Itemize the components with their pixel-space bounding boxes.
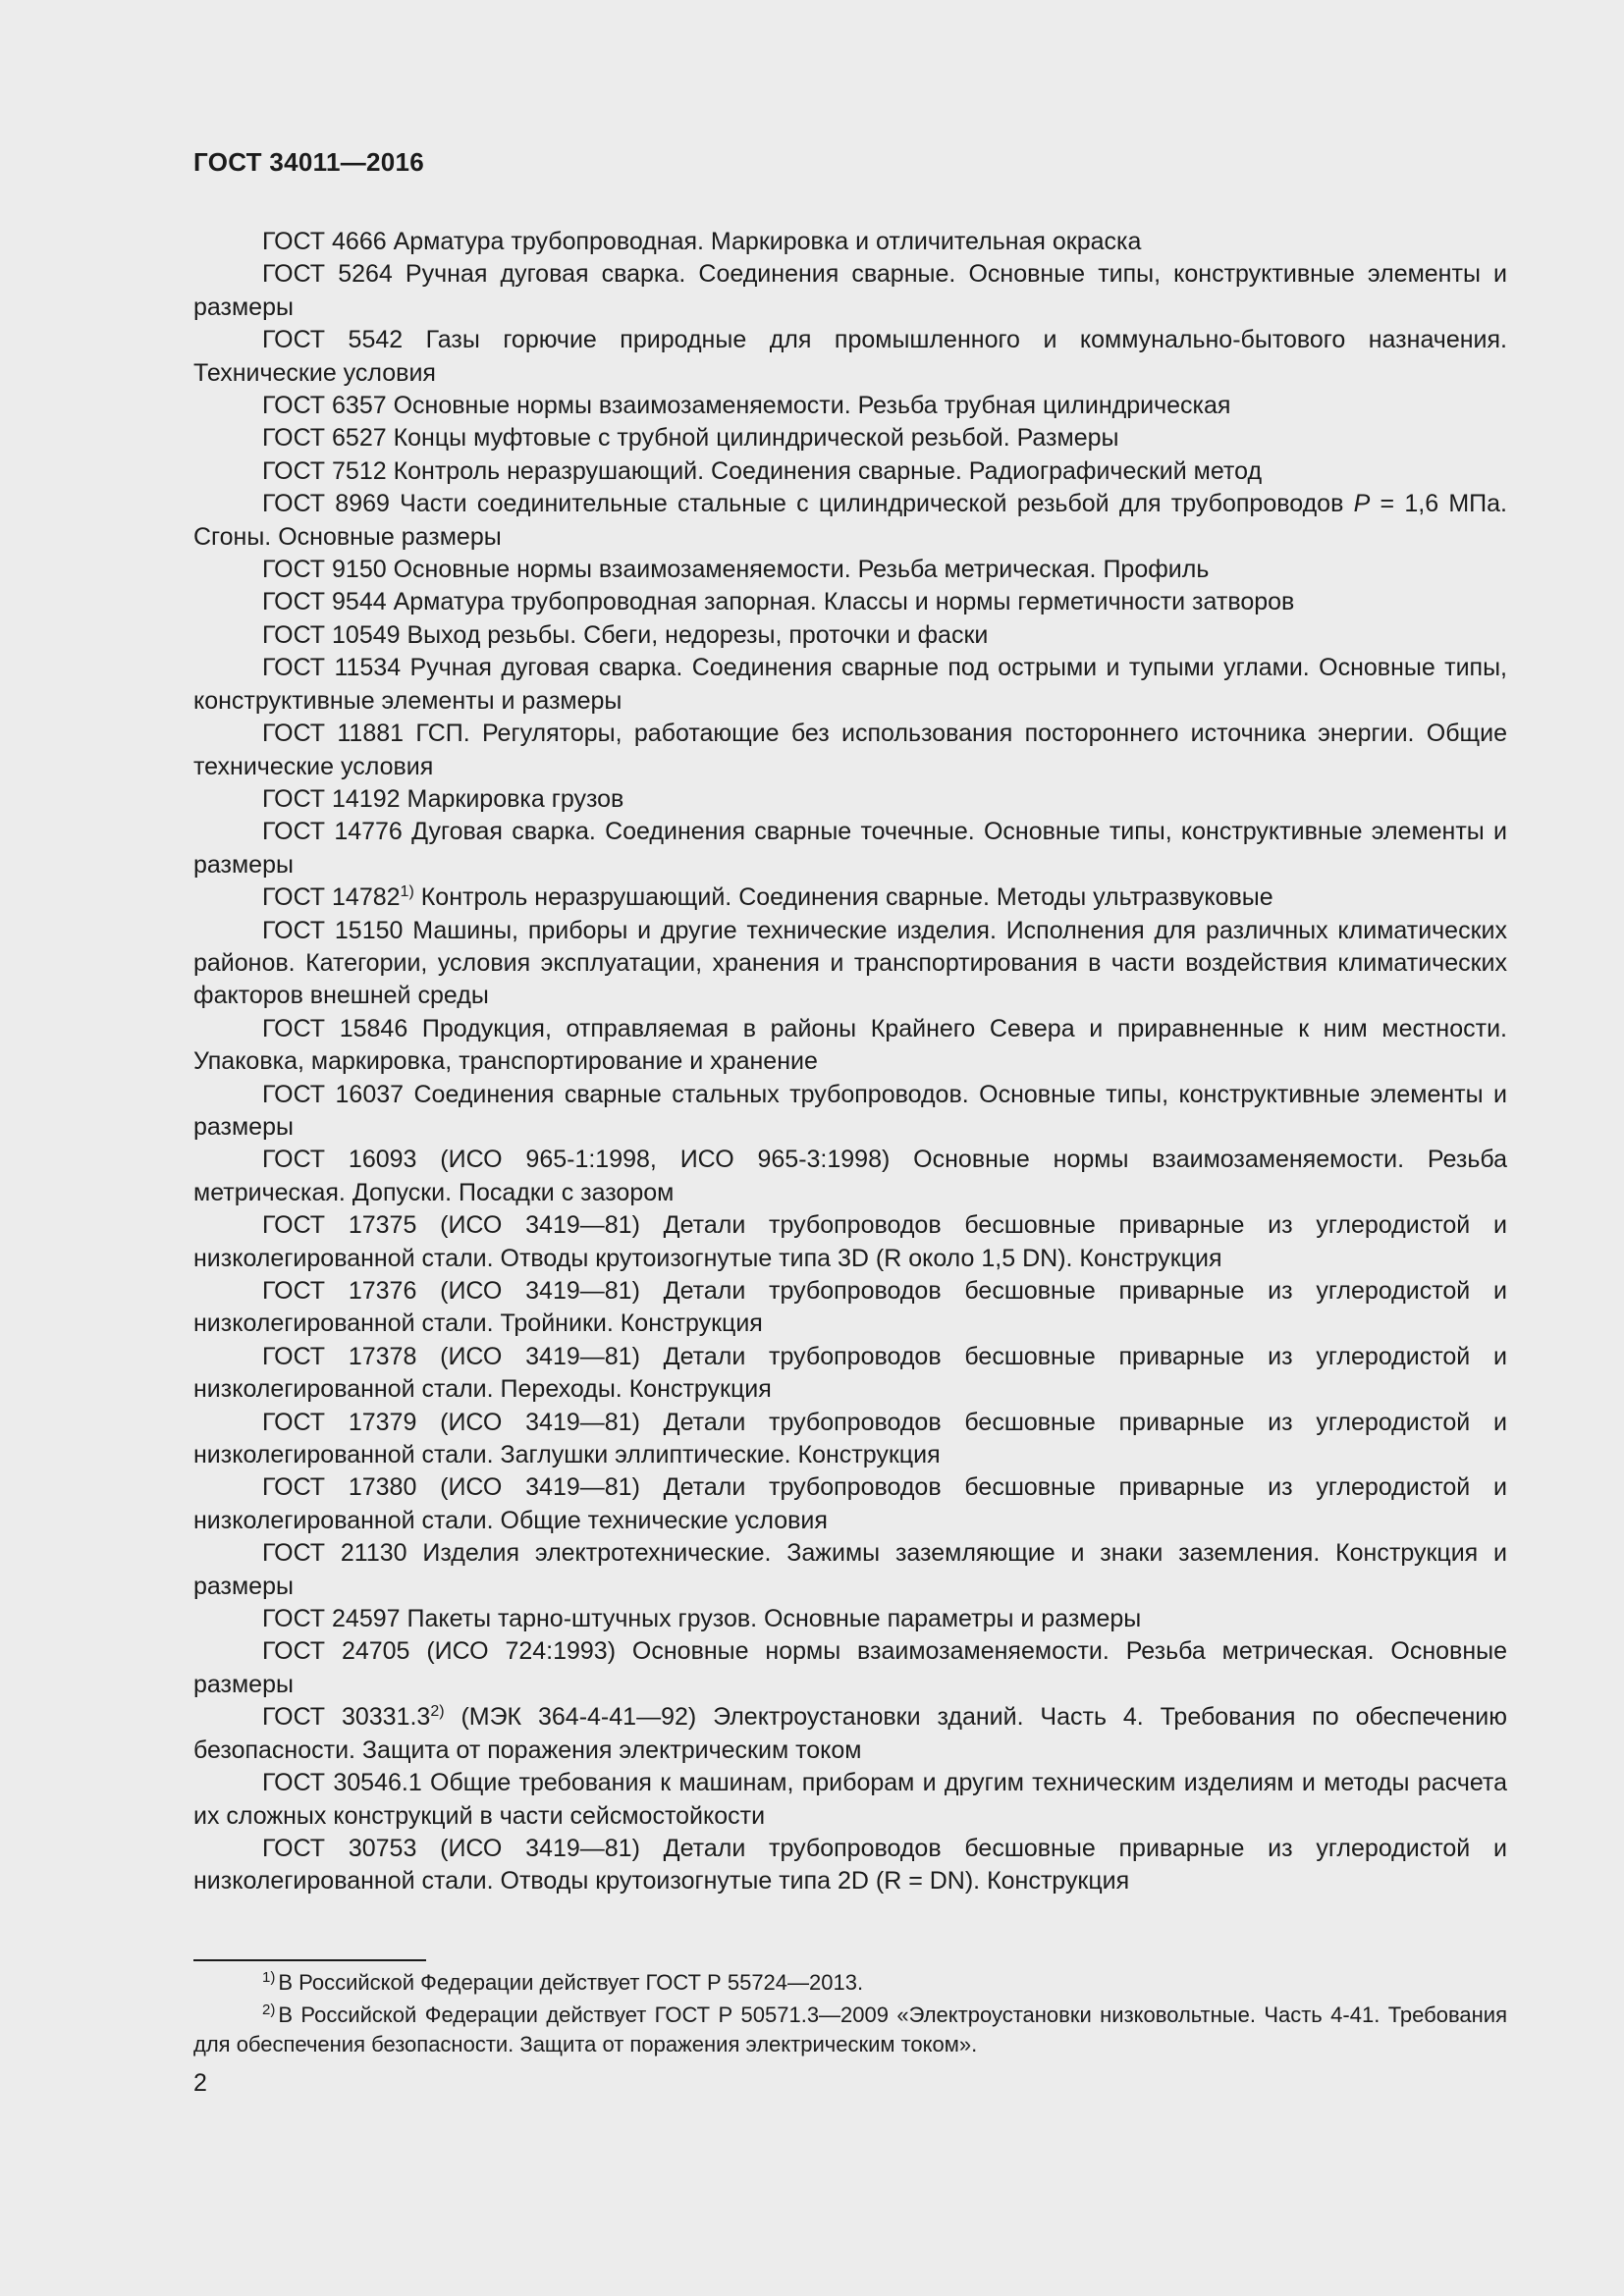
reference-entry: ГОСТ 17375 (ИСО 3419—81) Детали трубопроводов бесшовные приварные из углеродистой и низколегированной стали. Отводы крутоизогнутые типа 3D (R около 1,5 DN). Конструкция [193,1211,1507,1272]
page-number: 2 [193,2069,207,2097]
reference-entry: ГОСТ 16037 Соединения сварные стальных трубопроводов. Основные типы, конструктивные элементы и размеры [193,1080,1507,1141]
reference-entry [193,881,1507,914]
footnote [193,2001,1507,2059]
reference-entry: ГОСТ 30753 (ИСО 3419—81) Детали трубопроводов бесшовные приварные из углеродистой и низколегированной стали. Отводы крутоизогнутые типа 2D (R = DN). Конструкция [193,1834,1507,1896]
reference-entry: ГОСТ 6357 Основные нормы взаимозаменяемости. Резьба трубная цилиндрическая [262,392,1231,420]
reference-entry: ГОСТ 14776 Дуговая сварка. Соединения сварные точечные. Основные типы, конструктивные элементы и размеры [193,818,1507,879]
footnote-text: В Российской Федерации действует ГОСТ Р 50571.3—2009 «Электроустановки низковольтные. Часть 4-41. Требования для обеспечения безопасности. Защита от поражения электрическим током». [193,2002,1507,2056]
normative-references-list [193,226,1507,1898]
reference-entry: ГОСТ 17380 (ИСО 3419—81) Детали трубопроводов бесшовные приварные из углеродистой и низколегированной стали. Общие технические условия [193,1473,1507,1534]
pressure-variable: P [1353,490,1371,518]
reference-entry: ГОСТ 15846 Продукция, отправляемая в районы Крайнего Севера и приравненные к ним местности. Упаковка, маркировка, транспортирование и хранение [193,1014,1507,1076]
reference-entry [193,1701,1507,1767]
reference-entry: ГОСТ 14192 Маркировка грузов [262,784,624,813]
reference-entry: ГОСТ 5542 Газы горючие природные для промышленного и коммунально-бытового назначения. Технические условия [193,326,1507,387]
footnote-ref: 2) [430,1703,445,1721]
reference-entry: ГОСТ 30546.1 Общие требования к машинам, приборам и другим техническим изделиям и методы расчета их сложных конструкций в части сейсмостойкости [193,1769,1507,1830]
reference-entry: ГОСТ 11534 Ручная дуговая сварка. Соединения сварные под острыми и тупыми углами. Основные типы, конструктивные элементы и размеры [193,654,1507,715]
reference-entry-tail: = 1,6 МПа. Сгоны. Основные размеры [193,490,1507,551]
reference-entry: ГОСТ 21130 Изделия электротехнические. Зажимы заземляющие и знаки заземления. Конструкция и размеры [193,1539,1507,1600]
reference-entry [193,488,1507,554]
footnote-mark: 1) [262,1969,276,1986]
reference-title: Контроль неразрушающий. Соединения сварные. Методы ультразвуковые [413,883,1273,912]
reference-entry: ГОСТ 10549 Выход резьбы. Сбеги, недорезы, проточки и фаски [262,620,989,649]
footnote [193,1968,1507,1998]
reference-entry: ГОСТ 17378 (ИСО 3419—81) Детали трубопроводов бесшовные приварные из углеродистой и низколегированной стали. Переходы. Конструкция [193,1342,1507,1404]
footnotes [193,1968,1507,2062]
reference-entry: ГОСТ 5264 Ручная дуговая сварка. Соединения сварные. Основные типы, конструктивные элементы и размеры [193,260,1507,321]
reference-entry: ГОСТ 11881 ГСП. Регуляторы, работающие без использования постороннего источника энергии. Общие технические условия [193,720,1507,780]
reference-code: ГОСТ 30331.3 [262,1703,431,1732]
reference-entry: ГОСТ 15150 Машины, приборы и другие технические изделия. Исполнения для различных климатических районов. Категории, условия эксплуатации, хранения и транспортирования в части воздействия климатических факторов внешней среды [193,916,1507,1010]
footnote-divider [193,1959,426,1961]
reference-entry-lead: ГОСТ 8969 Части соединительные стальные с цилиндрической резьбой для трубопроводов [262,490,1354,518]
reference-entry: ГОСТ 16093 (ИСО 965-1:1998, ИСО 965-3:1998) Основные нормы взаимозаменяемости. Резьба метрическая. Допуски. Посадки с зазором [193,1146,1507,1206]
footnote-text: В Российской Федерации действует ГОСТ Р 55724—2013. [278,1970,864,1995]
reference-entry: ГОСТ 24705 (ИСО 724:1993) Основные нормы взаимозаменяемости. Резьба метрическая. Основные размеры [193,1637,1507,1698]
reference-entry: ГОСТ 17379 (ИСО 3419—81) Детали трубопроводов бесшовные приварные из углеродистой и низколегированной стали. Заглушки эллиптические. Конструкция [193,1408,1507,1469]
reference-entry: ГОСТ 4666 Арматура трубопроводная. Маркировка и отличительная окраска [262,228,1142,255]
reference-entry: ГОСТ 9150 Основные нормы взаимозаменяемости. Резьба метрическая. Профиль [262,556,1210,584]
reference-title: (МЭК 364-4-41—92) Электроустановки зданий. Часть 4. Требования по обеспечению безопасности. Защита от поражения электрическим током [193,1703,1507,1764]
document-header: ГОСТ 34011—2016 [193,147,425,177]
reference-entry: ГОСТ 6527 Концы муфтовые с трубной цилиндрической резьбой. Размеры [262,424,1119,453]
reference-entry: ГОСТ 17376 (ИСО 3419—81) Детали трубопроводов бесшовные приварные из углеродистой и низколегированной стали. Тройники. Конструкция [193,1277,1507,1338]
reference-entry: ГОСТ 7512 Контроль неразрушающий. Соединения сварные. Радиографический метод [262,456,1263,485]
reference-entry: ГОСТ 9544 Арматура трубопроводная запорная. Классы и нормы герметичности затворов [262,588,1295,616]
footnote-mark: 2) [262,2002,276,2018]
reference-code: ГОСТ 14782 [262,883,401,912]
footnote-ref: 1) [400,883,414,901]
reference-entry: ГОСТ 24597 Пакеты тарно-штучных грузов. Основные параметры и размеры [262,1605,1142,1633]
